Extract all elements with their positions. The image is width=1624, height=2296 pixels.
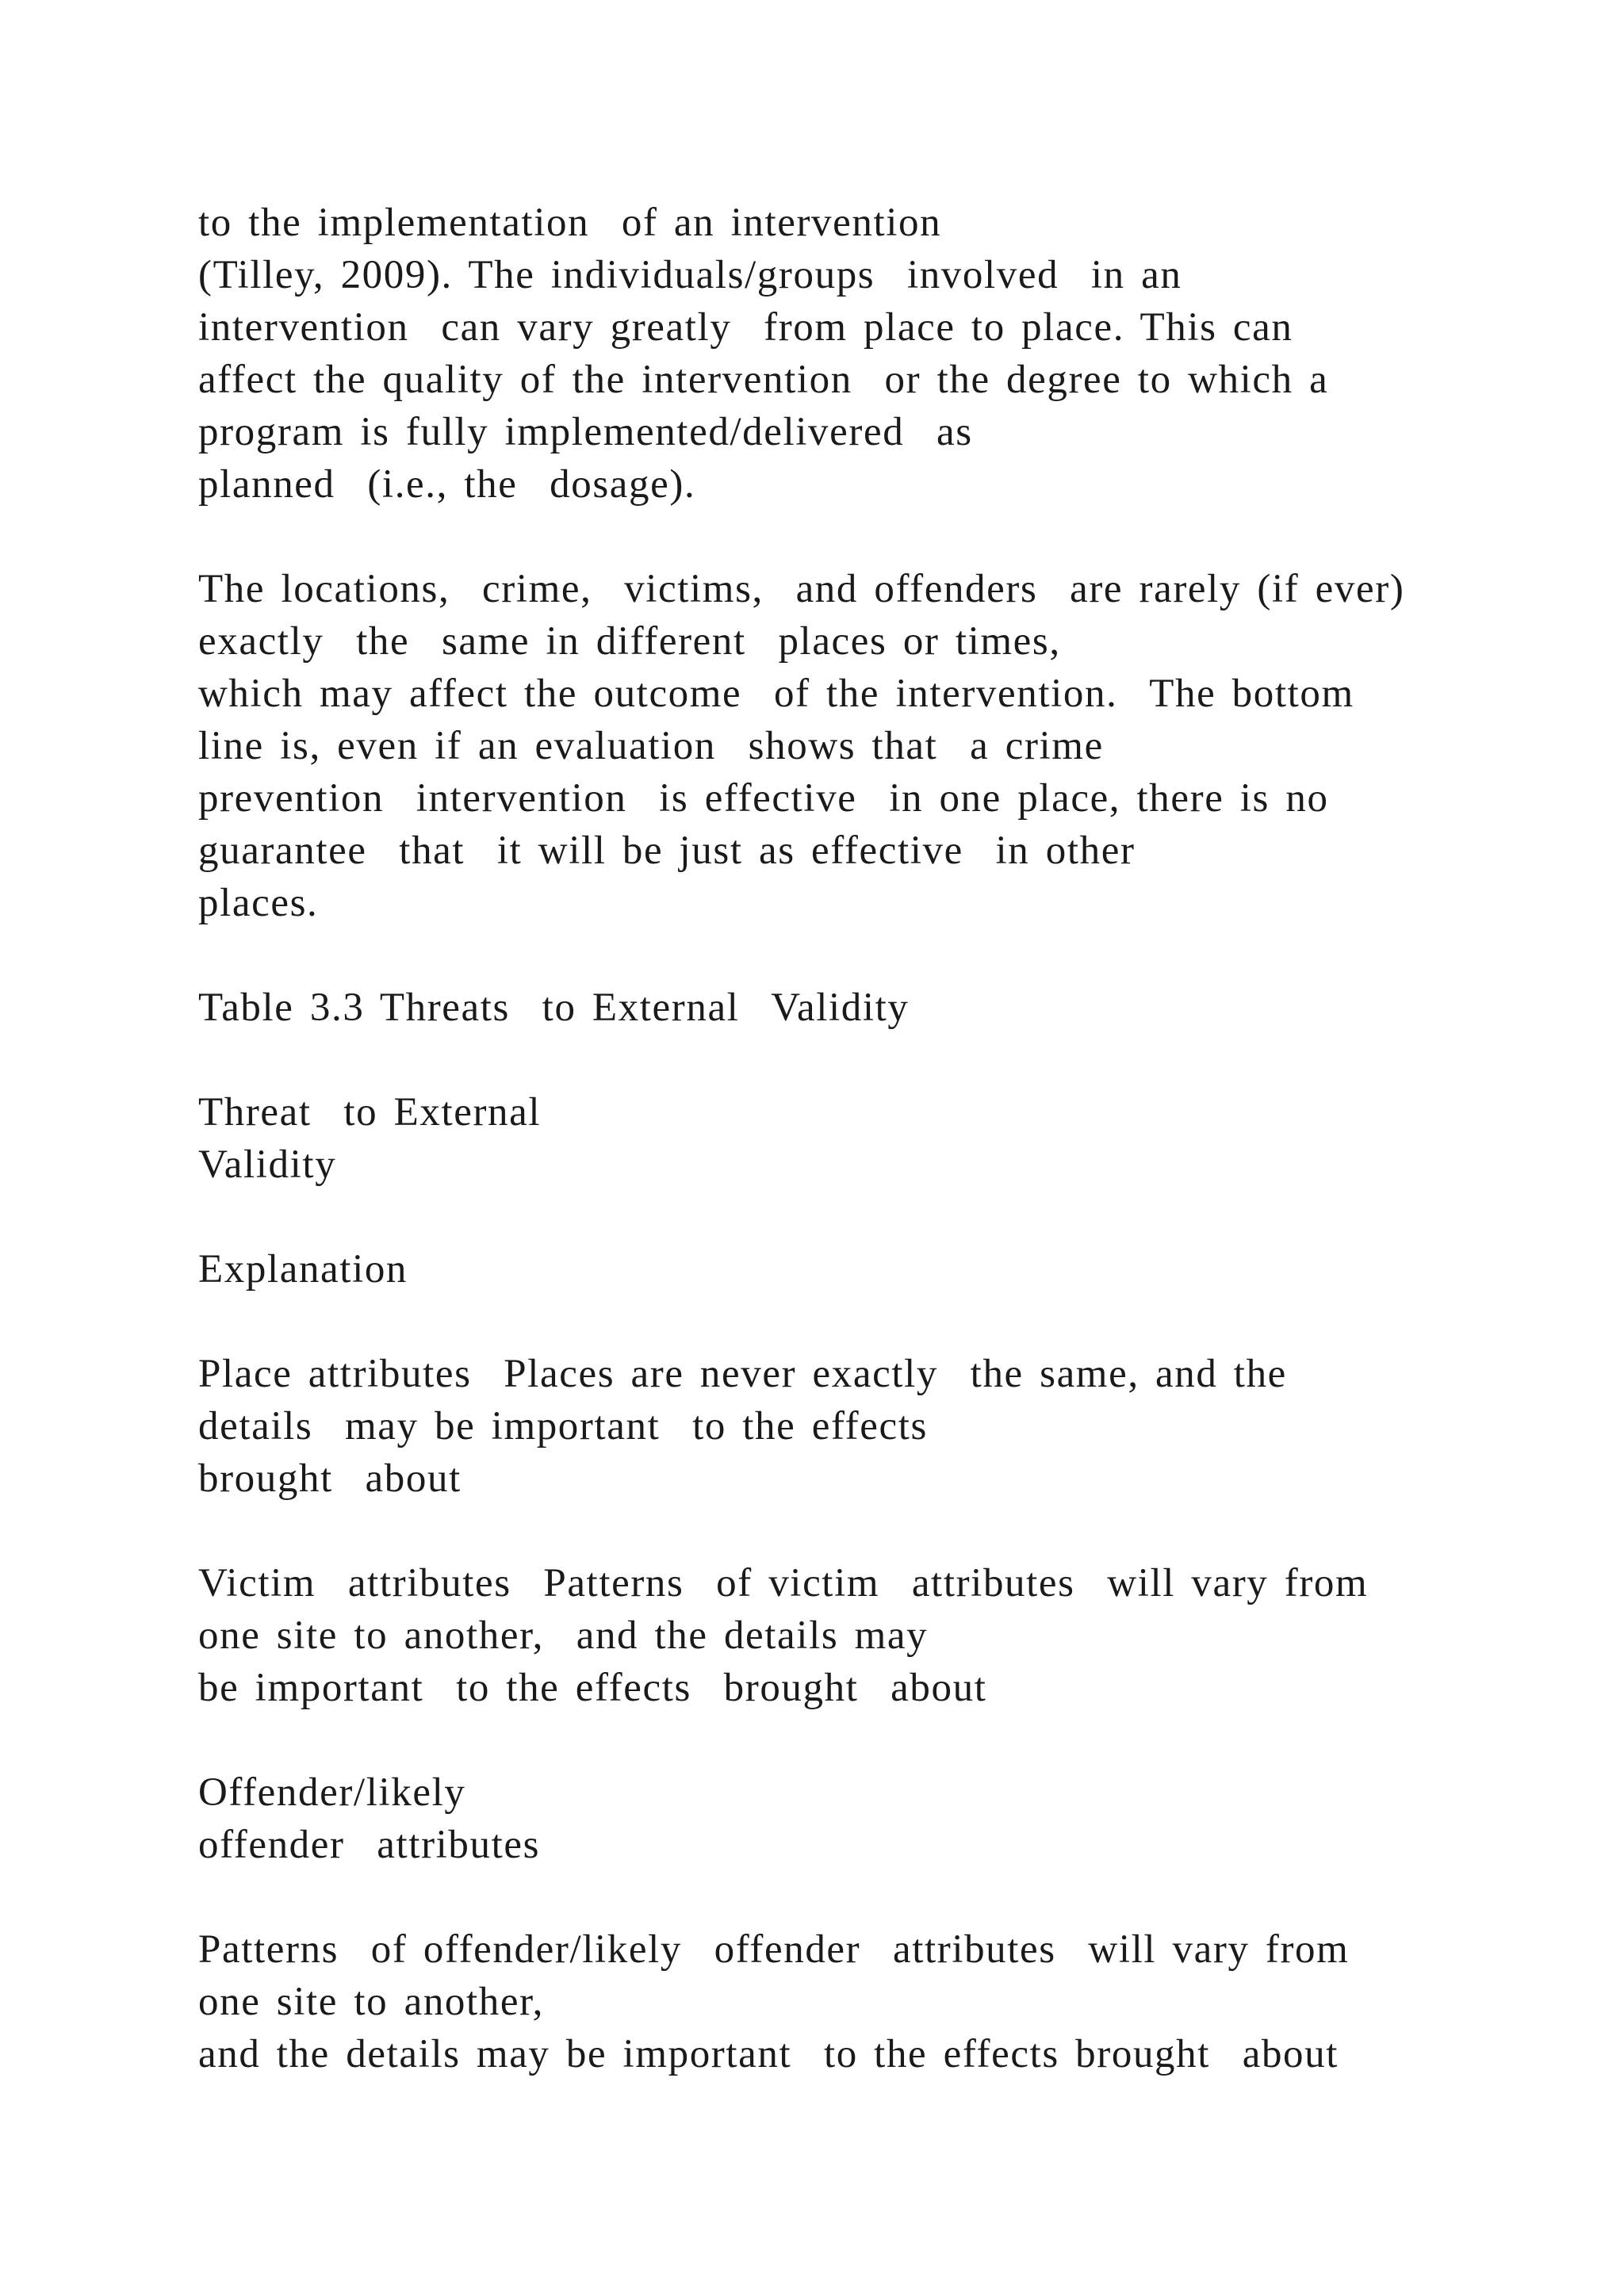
- text-line: affect the quality of the intervention or the degree to which a: [198, 358, 1329, 402]
- paragraph: [198, 197, 1546, 511]
- paragraph-gap: [198, 511, 1546, 563]
- paragraph-gap: [198, 1505, 1546, 1557]
- text-line: Explanation: [198, 1247, 408, 1292]
- paragraph: [198, 1086, 1546, 1191]
- text-line: guarantee that it will be just as effective in other: [198, 828, 1136, 873]
- paragraph: [198, 982, 1546, 1034]
- text-line: Patterns of offender/likely offender attributes will vary from: [198, 1927, 1350, 1972]
- paragraph: [198, 1557, 1546, 1714]
- paragraph-gap: [198, 1295, 1546, 1348]
- paragraph: [198, 1766, 1546, 1871]
- text-line: Table 3.3 Threats to External Validity: [198, 985, 910, 1030]
- paragraph-gap: [198, 1714, 1546, 1766]
- paragraph: [198, 1243, 1546, 1295]
- text-line: one site to another, and the details may: [198, 1613, 929, 1658]
- text-line: be important to the effects brought about: [198, 1666, 987, 1710]
- text-line: prevention intervention is effective in one place, there is no: [198, 776, 1329, 821]
- text-line: and the details may be important to the effects brought about: [198, 2032, 1339, 2076]
- text-line: Threat to External: [198, 1090, 542, 1135]
- text-line: The locations, crime, victims, and offenders are rarely (if ever): [198, 567, 1405, 611]
- text-line: exactly the same in different places or times,: [198, 619, 1061, 664]
- text-line: places.: [198, 881, 319, 925]
- text-line: line is, even if an evaluation shows that a crime: [198, 724, 1104, 768]
- text-line: program is fully implemented/delivered as: [198, 410, 973, 454]
- text-line: offender attributes: [198, 1823, 541, 1867]
- paragraph-gap: [198, 929, 1546, 982]
- paragraph: [198, 1923, 1546, 2080]
- text-line: planned (i.e., the dosage).: [198, 462, 696, 507]
- text-line: one site to another,: [198, 1980, 545, 2024]
- document-body: [198, 197, 1546, 2080]
- text-line: Offender/likely: [198, 1770, 466, 1815]
- text-line: to the implementation of an intervention: [198, 201, 942, 245]
- document-page: [198, 197, 1546, 2080]
- paragraph: [198, 1348, 1546, 1505]
- text-line: Validity: [198, 1142, 337, 1187]
- text-line: Victim attributes Patterns of victim attributes will vary from: [198, 1561, 1369, 1605]
- text-line: details may be important to the effects: [198, 1404, 928, 1448]
- text-line: intervention can vary greatly from place to place. This can: [198, 305, 1293, 350]
- paragraph: [198, 563, 1546, 929]
- text-line: (Tilley, 2009). The individuals/groups involved in an: [198, 253, 1182, 297]
- text-line: Place attributes Places are never exactly the same, and the: [198, 1352, 1287, 1396]
- text-line: which may affect the outcome of the intervention. The bottom: [198, 672, 1354, 716]
- paragraph-gap: [198, 1871, 1546, 1923]
- paragraph-gap: [198, 1034, 1546, 1086]
- paragraph-gap: [198, 1191, 1546, 1243]
- text-line: brought about: [198, 1456, 462, 1501]
